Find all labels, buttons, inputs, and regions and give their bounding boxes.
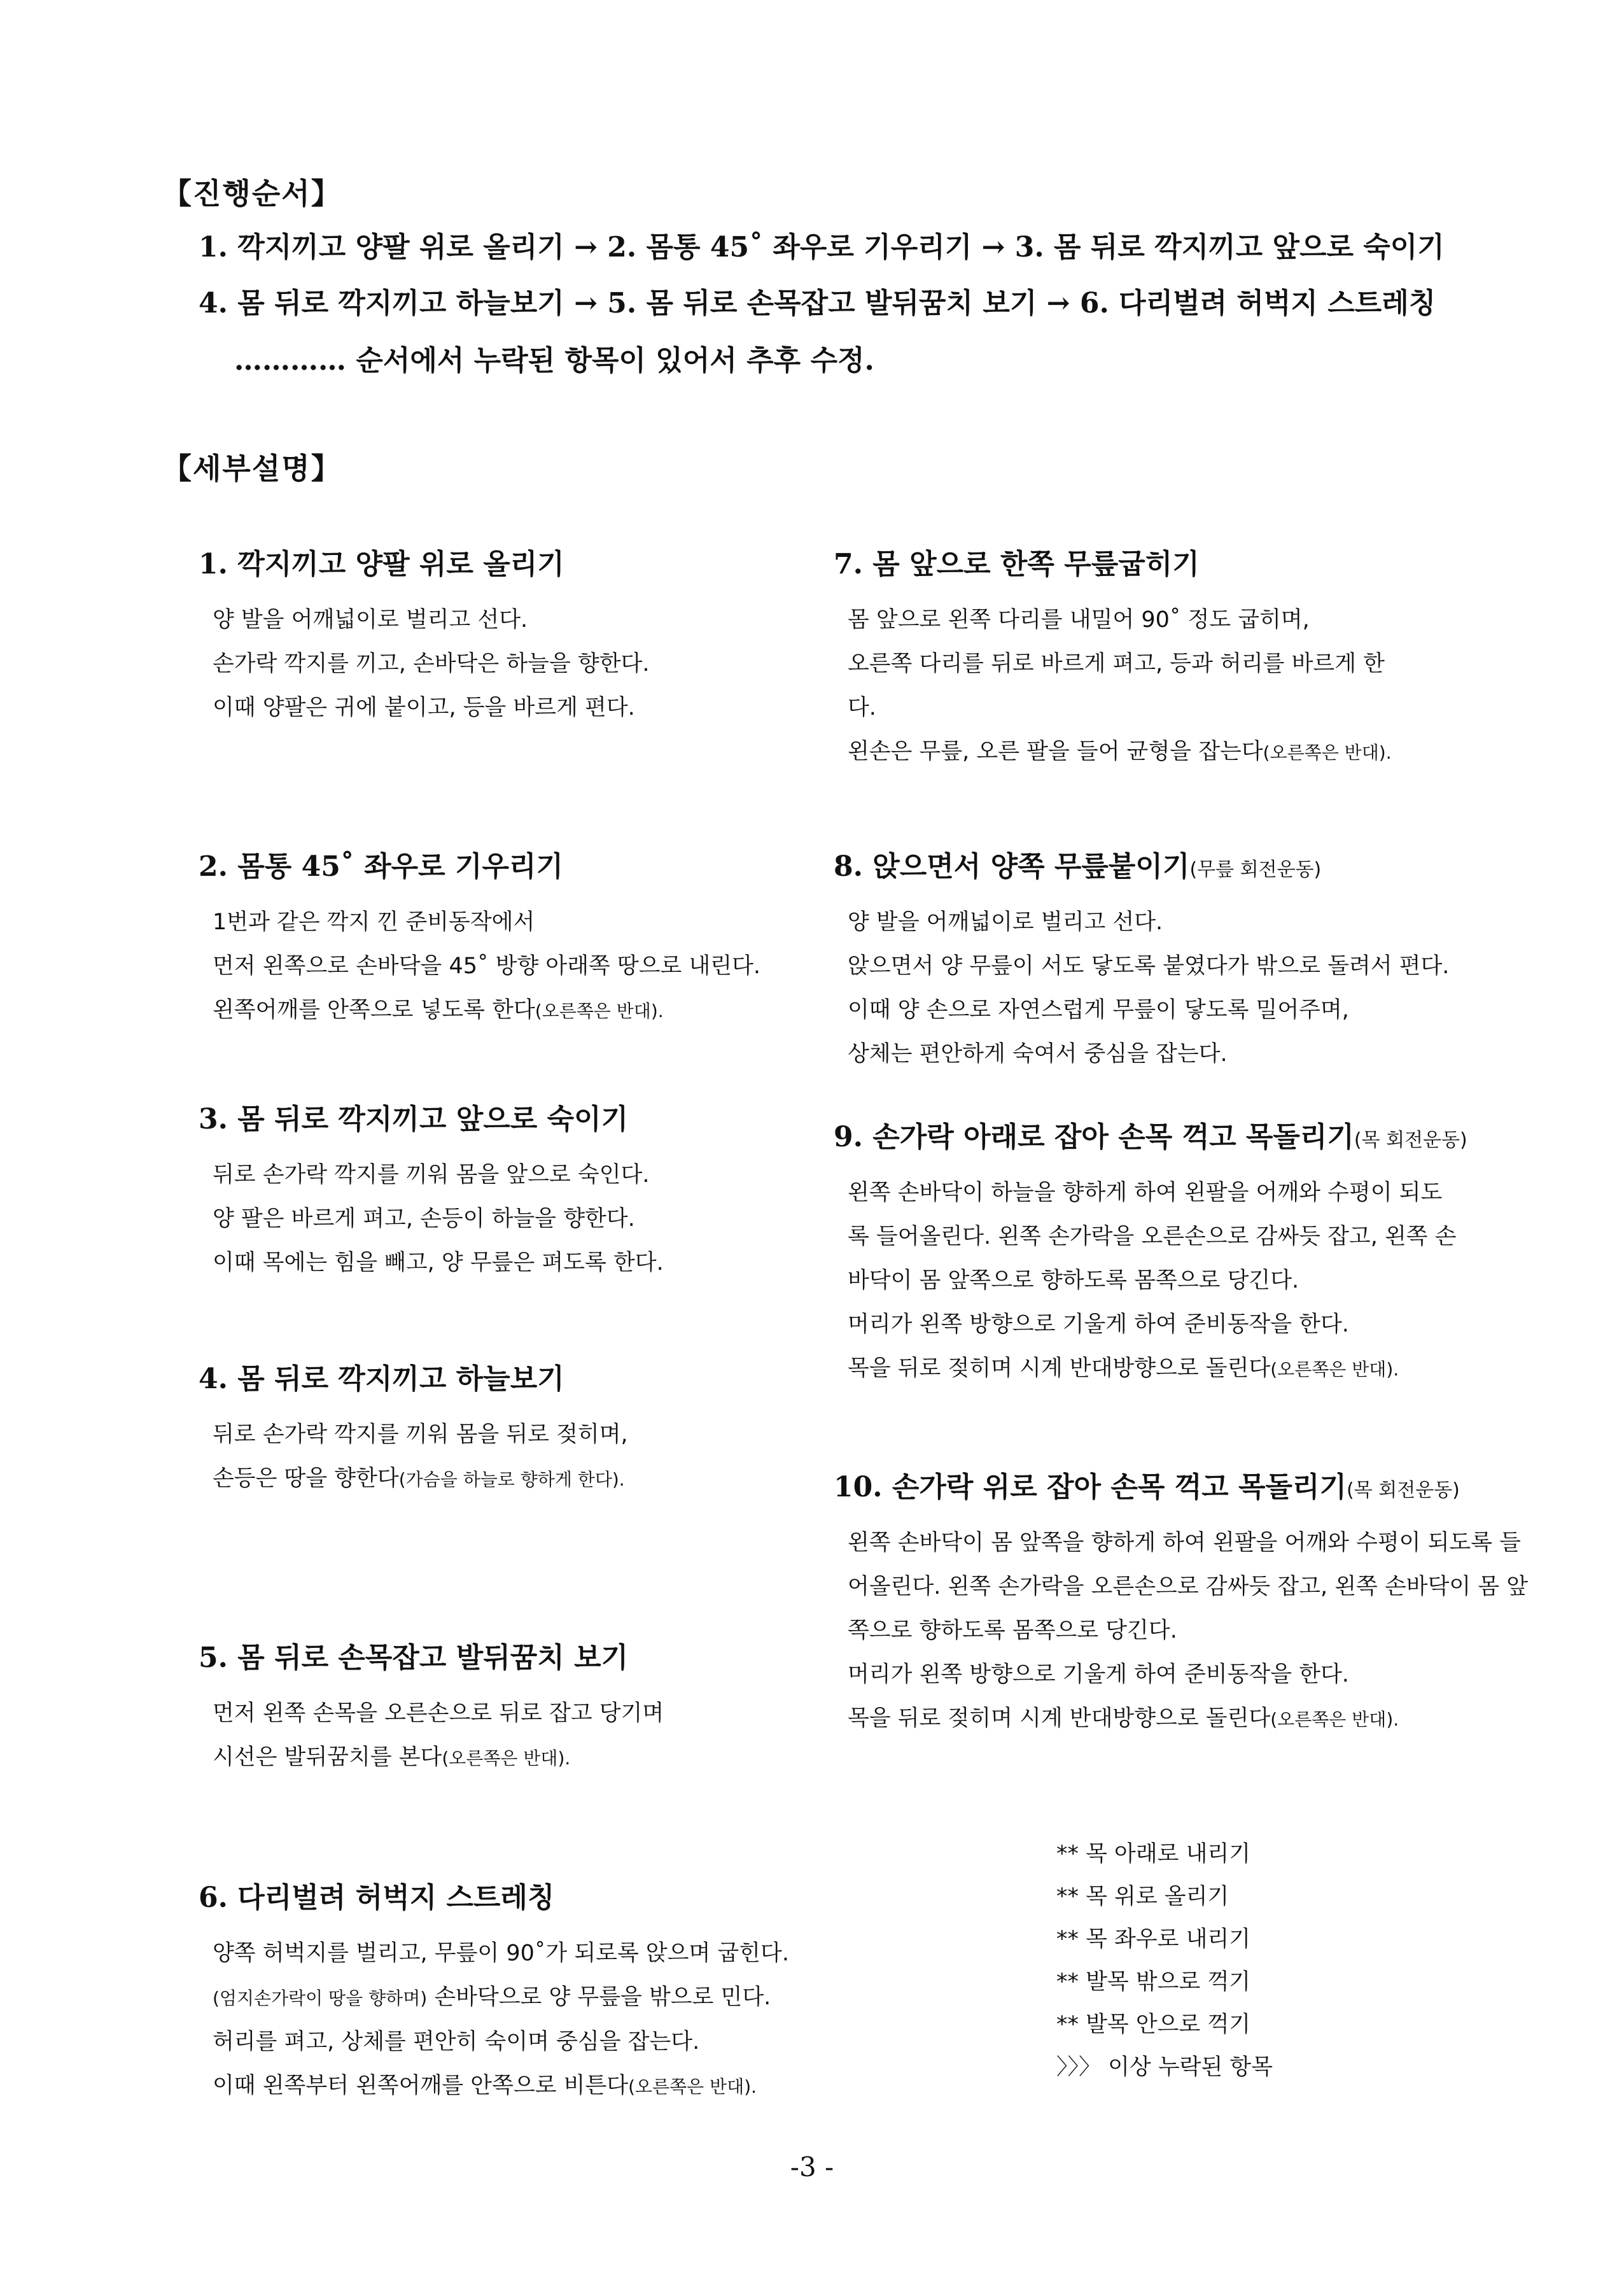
item-line <box>213 1976 789 2020</box>
item-line <box>213 1736 664 1780</box>
item-line: 손가락 깍지를 끼고, 손바닥은 하늘을 향한다. <box>213 651 650 677</box>
item-title-text: 10. 손가락 위로 잡아 손목 꺽고 목돌리기 <box>834 1471 1347 1503</box>
item-line: 이때 양팔은 귀에 붙이고, 등을 바르게 편다. <box>213 695 635 721</box>
item-line: 오른쪽 다리를 뒤로 바르게 펴고, 등과 허리를 바르게 한 <box>848 651 1385 677</box>
detail-section-title: 【세부설명】 <box>162 451 342 486</box>
item-line: 바닥이 몸 앞쪽으로 향하도록 몸쪽으로 당긴다. <box>848 1268 1299 1293</box>
exercise-item-4 <box>199 1356 628 1501</box>
exercise-item-3 <box>199 1096 664 1285</box>
note-line: ** 발목 안으로 꺽기 <box>1056 2012 1251 2037</box>
item-line <box>848 1697 1528 1741</box>
line-note: (오른쪽은 반대). <box>1270 1359 1399 1380</box>
order-line-3: ………… 순서에서 누락된 항목이 있어서 추후 수정. <box>234 344 874 377</box>
exercise-item-7 <box>834 541 1392 775</box>
item-line: 이때 양 손으로 자연스럽게 무릎이 닿도록 밀어주며, <box>848 997 1349 1023</box>
note-line: ** 목 좌우로 내리기 <box>1056 1927 1251 1952</box>
item-line: 이때 목에는 힘을 빼고, 양 무릎은 펴도록 한다. <box>213 1250 664 1276</box>
item-title: 5. 몸 뒤로 손목잡고 발뒤꿈치 보기 <box>199 1642 629 1674</box>
exercise-item-9 <box>834 1114 1467 1391</box>
note-line: ** 목 아래로 내리기 <box>1056 1841 1251 1867</box>
exercise-item-10 <box>834 1464 1528 1741</box>
note-line: ** 목 위로 올리기 <box>1056 1884 1229 1909</box>
note-line: 〉〉〉 이상 누락된 항목 <box>1056 2055 1273 2080</box>
line-note: (엄지손가락이 땅을 향하며) <box>213 1988 428 2009</box>
line-note: (오른쪽은 반대). <box>535 1001 664 1022</box>
line-text: 손등은 땅을 향한다 <box>213 1466 399 1491</box>
line-text: 목을 뒤로 젖히며 시계 반대방향으로 돌린다 <box>848 1356 1271 1381</box>
item-title-note: (무릎 회전운동) <box>1189 859 1322 881</box>
item-line: 뒤로 손가락 깍지를 끼워 몸을 뒤로 젖히며, <box>213 1422 628 1447</box>
exercise-item-1 <box>199 541 649 730</box>
exercise-item-5 <box>199 1635 664 1780</box>
line-note: (오른쪽은 반대). <box>442 1748 571 1769</box>
line-note: (오른쪽은 반대). <box>628 2076 757 2097</box>
item-title: 2. 몸통 45˚ 좌우로 기우리기 <box>199 850 563 883</box>
item-title: 3. 몸 뒤로 깍지끼고 앞으로 숙이기 <box>199 1103 629 1135</box>
line-text: 시선은 발뒤꿈치를 본다 <box>213 1745 442 1770</box>
line-note: (오른쪽은 반대). <box>1263 742 1392 763</box>
item-line: 몸 앞으로 왼쪽 다리를 내밀어 90˚ 정도 굽히며, <box>848 607 1310 633</box>
item-title <box>834 1114 1467 1155</box>
item-line: 상체는 편안하게 숙여서 중심을 잡는다. <box>848 1041 1228 1067</box>
item-line: 다. <box>848 695 876 721</box>
line-note: (오른쪽은 반대). <box>1270 1709 1399 1730</box>
line-note: (가슴을 하늘로 향하게 한다). <box>398 1469 625 1490</box>
item-title: 4. 몸 뒤로 깍지끼고 하늘보기 <box>199 1363 564 1395</box>
line-text: 왼쪽어깨를 안쪽으로 넣도록 한다 <box>213 997 535 1023</box>
item-line <box>213 988 760 1033</box>
exercise-item-8 <box>834 843 1449 1076</box>
item-title-note: (목 회전운동) <box>1354 1129 1467 1151</box>
line-text: 목을 뒤로 젖히며 시계 반대방향으로 돌린다 <box>848 1706 1271 1731</box>
page-number: -3 - <box>790 2151 834 2183</box>
item-title <box>834 843 1449 884</box>
order-line-2: 4. 몸 뒤로 깍지끼고 하늘보기 → 5. 몸 뒤로 손목잡고 발뒤꿈치 보기 → 6. 다리벌려 허벅지 스트레칭 <box>199 287 1436 320</box>
item-title-text: 8. 앉으면서 양쪽 무릎붙이기 <box>834 850 1190 883</box>
item-line: 왼쪽 손바닥이 몸 앞쪽을 향하게 하여 왼팔을 어깨와 수평이 되도록 들 <box>848 1530 1521 1556</box>
item-line: 양 발을 어깨넓이로 벌리고 선다. <box>848 910 1163 935</box>
item-line <box>848 1347 1467 1391</box>
exercise-item-2 <box>199 843 760 1033</box>
order-section-title: 【진행순서】 <box>162 176 342 211</box>
item-title: 7. 몸 앞으로 한쪽 무릎굽히기 <box>834 548 1200 580</box>
item-line: 머리가 왼쪽 방향으로 기울게 하여 준비동작을 한다. <box>848 1662 1349 1687</box>
exercise-item-6 <box>199 1874 789 2109</box>
item-line: 양쪽 허벅지를 벌리고, 무릎이 90˚가 되로록 앉으며 굽힌다. <box>213 1941 789 1966</box>
line-text: 이때 왼쪽부터 왼쪽어깨를 안쪽으로 비튼다 <box>213 2073 629 2099</box>
item-line: 양 발을 어깨넓이로 벌리고 선다. <box>213 607 528 633</box>
item-title <box>834 1464 1528 1505</box>
item-line: 허리를 펴고, 상체를 편안히 숙이며 중심을 잡는다. <box>213 2029 700 2055</box>
item-line: 록 들어올린다. 왼쪽 손가락을 오른손으로 감싸듯 잡고, 왼쪽 손 <box>848 1224 1457 1249</box>
item-line: 앉으면서 양 무릎이 서도 닿도록 붙였다가 밖으로 돌려서 편다. <box>848 953 1450 979</box>
item-line: 먼저 왼쪽으로 손바닥을 45˚ 방향 아래쪽 땅으로 내린다. <box>213 953 761 979</box>
item-line: 어올린다. 왼쪽 손가락을 오른손으로 감싸듯 잡고, 왼쪽 손바닥이 몸 앞 <box>848 1574 1529 1600</box>
missing-items-notes <box>1056 1833 1273 2089</box>
item-line <box>213 1457 628 1501</box>
line-text: 손바닥으로 양 무릎을 밖으로 민다. <box>427 1985 771 2010</box>
item-title: 1. 깍지끼고 양팔 위로 올리기 <box>199 548 564 580</box>
note-line: ** 발목 밖으로 꺽기 <box>1056 1969 1251 1995</box>
item-line <box>213 2064 789 2109</box>
item-line: 양 팔은 바르게 펴고, 손등이 하늘을 향한다. <box>213 1206 635 1232</box>
item-title-note: (목 회전운동) <box>1347 1479 1460 1501</box>
item-title-text: 9. 손가락 아래로 잡아 손목 꺽고 목돌리기 <box>834 1121 1354 1153</box>
item-line: 왼쪽 손바닥이 하늘을 향하게 하여 왼팔을 어깨와 수평이 되도 <box>848 1180 1443 1206</box>
item-line <box>848 730 1392 775</box>
order-line-1: 1. 깍지끼고 양팔 위로 올리기 → 2. 몸통 45˚ 좌우로 기우리기 → 3. 몸 뒤로 깍지끼고 앞으로 숙이기 <box>199 231 1445 264</box>
item-line: 쪽으로 향하도록 몸쪽으로 당긴다. <box>848 1618 1177 1643</box>
item-title: 6. 다리벌려 허벅지 스트레칭 <box>199 1881 555 1914</box>
line-text: 왼손은 무릎, 오른 팔을 들어 균형을 잡는다 <box>848 739 1263 764</box>
item-line: 먼저 왼쪽 손목을 오른손으로 뒤로 잡고 당기며 <box>213 1701 664 1726</box>
item-line: 뒤로 손가락 깍지를 끼워 몸을 앞으로 숙인다. <box>213 1162 650 1188</box>
item-line: 1번과 같은 깍지 낀 준비동작에서 <box>213 910 535 935</box>
item-line: 머리가 왼쪽 방향으로 기울게 하여 준비동작을 한다. <box>848 1312 1349 1337</box>
